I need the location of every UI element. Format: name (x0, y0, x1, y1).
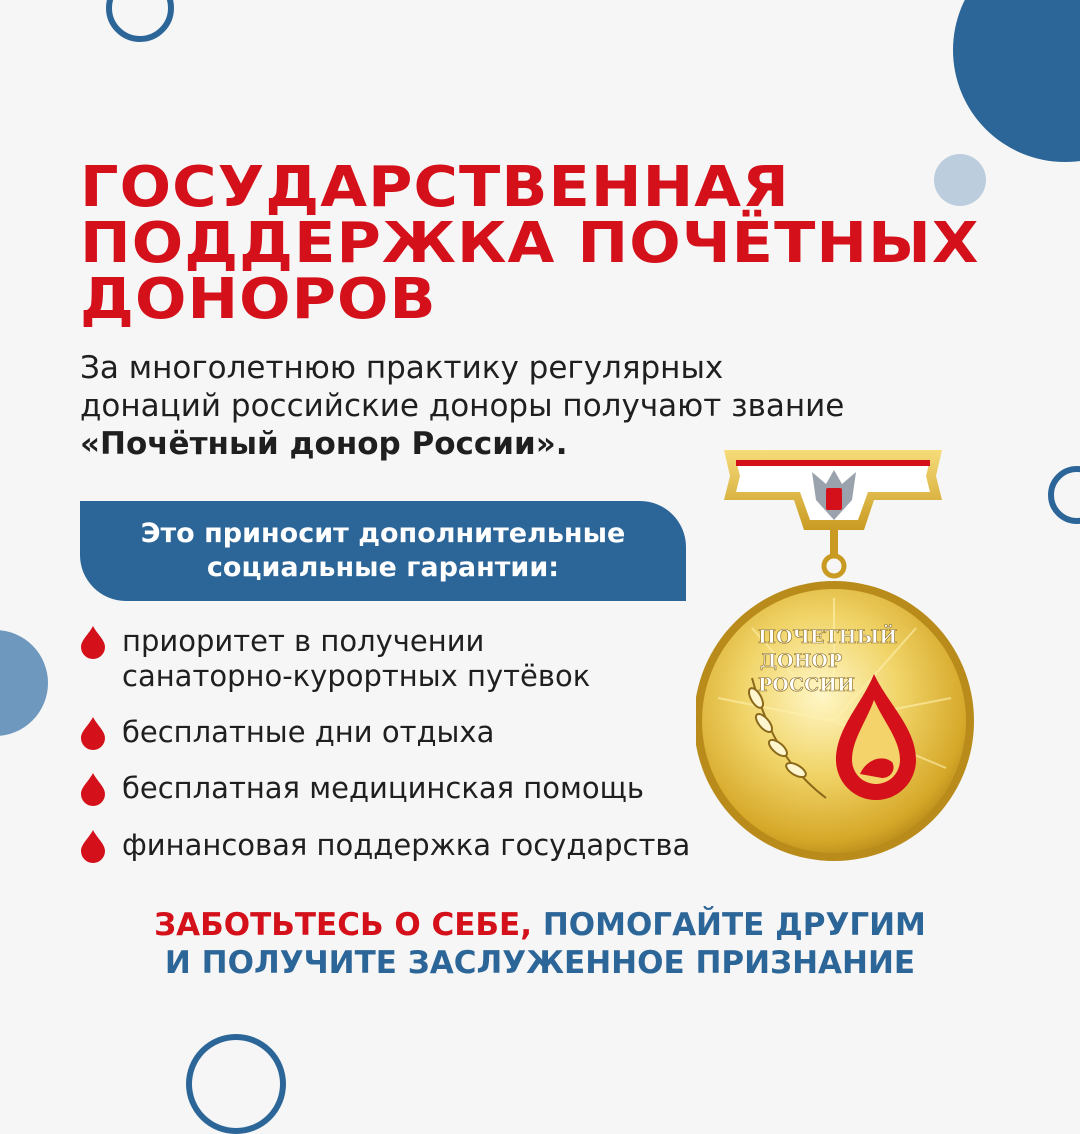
intro-line: За многолетнюю практику регулярных (80, 350, 724, 386)
medal-inscription: ДОНОР (760, 650, 843, 672)
intro-line: донаций российские доноры получают звание (80, 388, 845, 424)
list-item-text: бесплатная медицинская помощь (122, 771, 645, 805)
list-item (78, 624, 590, 694)
intro-paragraph (80, 349, 1000, 463)
blood-drop-icon (78, 828, 108, 864)
list-item-text: приоритет в получении (122, 624, 485, 658)
title-line: ПОДДЕРЖКА ПОЧЁТНЫХ (80, 211, 980, 276)
list-item (78, 828, 690, 864)
honorary-donor-medal-image (696, 448, 986, 888)
footer-blue-line: И ПОЛУЧИТЕ ЗАСЛУЖЕННОЕ ПРИЗНАНИЕ (164, 945, 916, 981)
page-title (80, 155, 980, 332)
medal-inscription: ПОЧЕТНЫЙ (758, 626, 898, 648)
decorative-ring-right (1048, 466, 1080, 524)
decorative-ring-top (106, 0, 174, 42)
banner-line: социальные гарантии: (206, 552, 560, 583)
decorative-circle-top-right (953, 0, 1080, 162)
intro-title-name: «Почётный донор России». (80, 426, 568, 462)
list-item-text: финансовая поддержка государства (122, 828, 691, 862)
decorative-ring-bottom (186, 1034, 286, 1134)
banner-line: Это приносит дополнительные (140, 518, 626, 549)
list-item-text: санаторно-курортных путёвок (122, 659, 591, 693)
list-item (78, 715, 494, 751)
title-line: ДОНОРОВ (80, 267, 437, 332)
title-line: ГОСУДАРСТВЕННАЯ (80, 155, 790, 220)
list-item-text: бесплатные дни отдыха (122, 715, 495, 749)
footer-blue-text: ПОМОГАЙТЕ ДРУГИМ (542, 907, 926, 943)
decorative-circle-left (0, 630, 48, 736)
footer-red-text: ЗАБОТЬТЕСЬ О СЕБЕ, (154, 907, 533, 943)
blood-drop-icon (78, 715, 108, 751)
blood-drop-icon (78, 624, 108, 660)
guarantees-banner (80, 501, 686, 601)
list-item (78, 771, 644, 807)
blood-drop-icon (78, 771, 108, 807)
footer-slogan (0, 906, 1080, 982)
medal-inscription: РОССИИ (758, 674, 855, 696)
